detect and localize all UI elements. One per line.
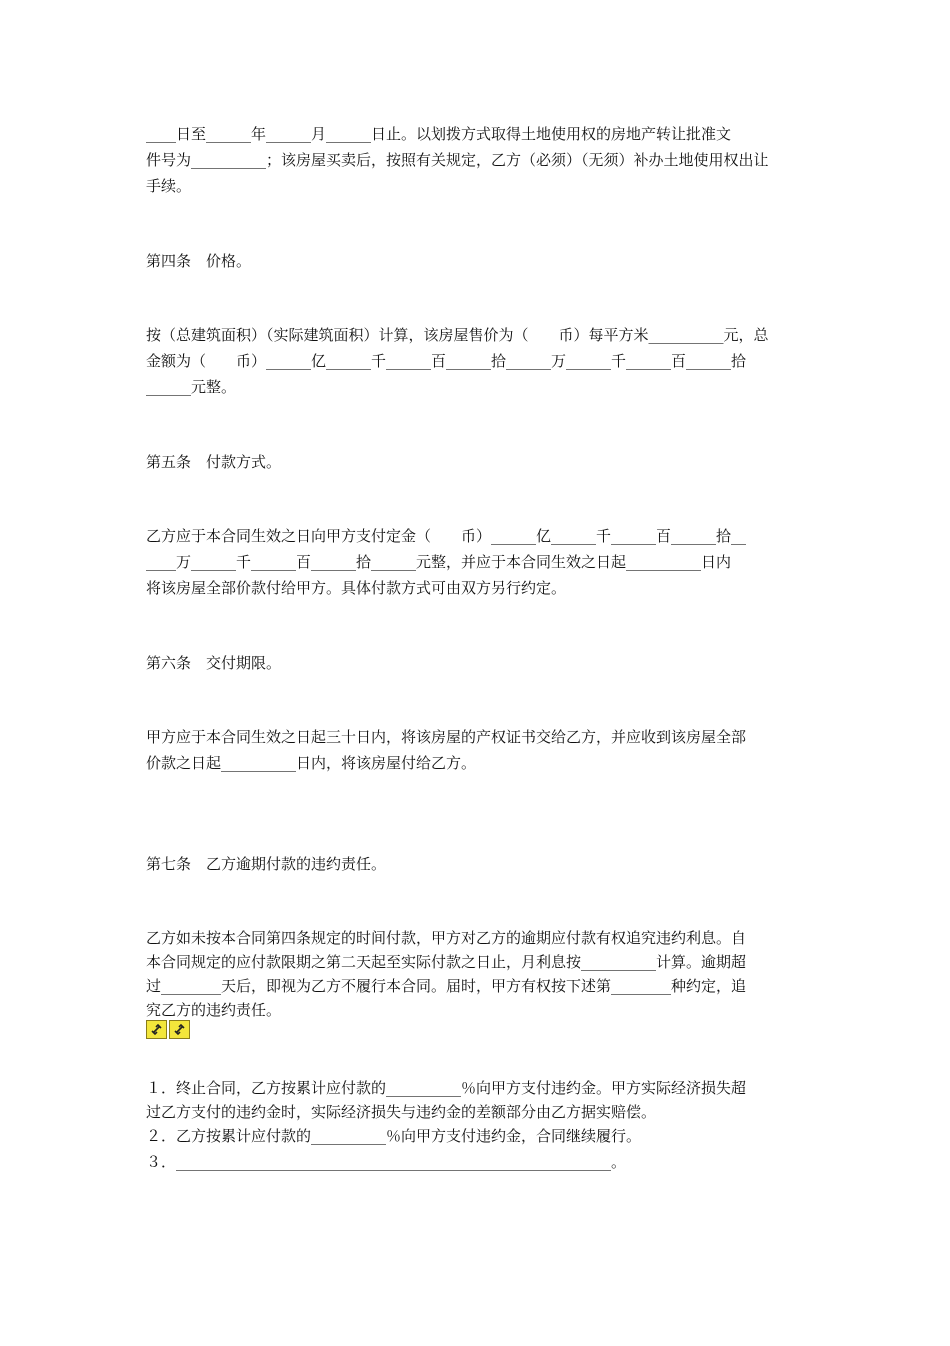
article-4-line-1: 按（总建筑面积）（实际建筑面积）计算，该房屋售价为（ 币）每平方米__________元，总 xyxy=(146,326,769,344)
article-5-line-3: 将该房屋全部价款付给甲方。具体付款方式可由双方另行约定。 xyxy=(146,579,567,597)
transfer-paragraph-line-3: 手续。 xyxy=(146,177,192,195)
article-4-line-2: 金额为（ 币）______亿______千______百______拾______万______千______百______拾 xyxy=(146,352,747,370)
article-7-line-4: 究乙方的违约责任。 xyxy=(146,1001,282,1019)
article-7-heading: 第七条 乙方逾期付款的违约责任。 xyxy=(146,855,387,873)
article-4-line-3: ______元整。 xyxy=(146,378,237,396)
link-icon-glyph xyxy=(149,1022,164,1037)
article-7-option-3: ３．__________________________________________________________。 xyxy=(146,1153,627,1171)
article-5-line-1: 乙方应于本合同生效之日向甲方支付定金（ 币）______亿______千______百______拾__ xyxy=(146,527,747,545)
article-7-option-1-line-1: １．终止合同，乙方按累计应付款的__________％向甲方支付违约金。甲方实际经济损失超 xyxy=(146,1079,747,1097)
article-7-option-1-line-2: 过乙方支付的违约金时，实际经济损失与违约金的差额部分由乙方据实赔偿。 xyxy=(146,1103,657,1121)
article-4-heading: 第四条 价格。 xyxy=(146,252,252,270)
link-icon[interactable] xyxy=(146,1020,167,1039)
article-6-line-1: 甲方应于本合同生效之日起三十日内，将该房屋的产权证书交给乙方，并应收到该房屋全部 xyxy=(146,728,747,746)
transfer-paragraph-line-2: 件号为__________；该房屋买卖后，按照有关规定，乙方（必须）（无须）补办土地使用权出让 xyxy=(146,151,769,169)
article-5-heading: 第五条 付款方式。 xyxy=(146,453,282,471)
article-6-heading: 第六条 交付期限。 xyxy=(146,654,282,672)
article-7-line-3: 过________天后，即视为乙方不履行本合同。届时，甲方有权按下述第________种约定，追 xyxy=(146,977,747,995)
link-icon-glyph xyxy=(172,1022,187,1037)
link-icon[interactable] xyxy=(169,1020,190,1039)
article-6-line-2: 价款之日起__________日内，将该房屋付给乙方。 xyxy=(146,754,477,772)
article-5-line-2: ____万______千______百______拾______元整，并应于本合同生效之日起__________日内 xyxy=(146,553,732,571)
article-7-line-1: 乙方如未按本合同第四条规定的时间付款，甲方对乙方的逾期应付款有权追究违约利息。自 xyxy=(146,929,747,947)
embedded-object-icons xyxy=(146,1020,190,1040)
article-7-option-2: ２．乙方按累计应付款的__________％向甲方支付违约金，合同继续履行。 xyxy=(146,1127,642,1145)
transfer-paragraph-line-1: ____日至______年______月______日止。以划拨方式取得土地使用权的房地产转让批准文 xyxy=(146,125,732,143)
article-7-line-2: 本合同规定的应付款限期之第二天起至实际付款之日止，月利息按__________计算。逾期超 xyxy=(146,953,747,971)
